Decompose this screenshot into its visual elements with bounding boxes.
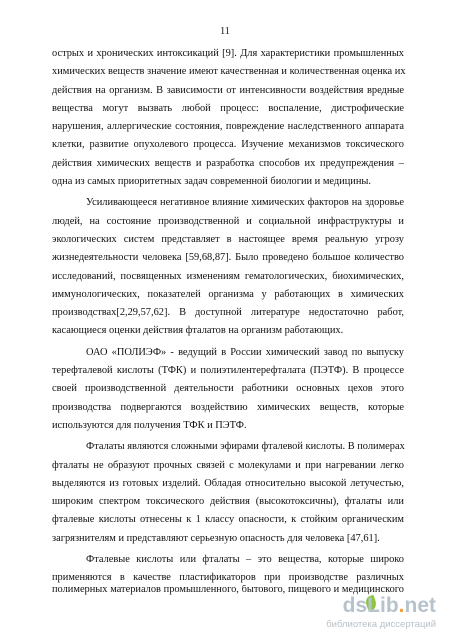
text-line: фталаты не образуют прочных связей с молекулами и при нагревании легко — [52, 459, 404, 471]
text-line: фталевые кислоты отнесены к 1 классу опасности, к стойким органическим — [52, 514, 404, 526]
text-line: Усиливающееся негативное влияние химических факторов на здоровье — [86, 197, 404, 209]
text-line: одна из самых приоритетных задач современной биологии и медицины. — [52, 176, 371, 188]
text-line: производствах[2,29,57,62]. В доступной литературе недостаточно работ, — [52, 307, 404, 319]
logo-main: dsLib — [342, 594, 399, 617]
text-line: Фталевые кислоты или фталаты – это вещества, которые широко — [86, 554, 404, 566]
text-line: широким спектром токсического действия (высокотоксичны), фталаты или — [52, 496, 404, 508]
text-line: выделяются из готовых изделий. Обладая относительно высокой летучестью, — [52, 477, 404, 489]
text-line: действия на организм. В зависимости от интенсивности воздействия вредные — [52, 84, 404, 96]
text-line: применяются в качестве пластификаторов при производстве различных — [52, 572, 404, 584]
watermark-subtitle: библиотека диссертаций — [326, 619, 436, 630]
text-line: вещества могут вызвать любой процесс: воспаление, дистрофические — [52, 102, 404, 114]
watermark-logo — [343, 594, 436, 618]
logo-dot: . — [398, 594, 405, 617]
text-line: действия химических веществ и разработка способов их предупреждения – — [52, 157, 404, 169]
text-line: терефталевой кислоты (ТФК) и полиэтилентерефталата (ПЭТФ). В процессе — [52, 365, 404, 377]
text-line: своей производственной деятельности работники основных цехов этого — [52, 383, 404, 395]
text-line: нарушения, аллергические состояния, повреждение наследственного аппарата — [52, 121, 404, 133]
text-line: иммунологических, показателей организма у работающих в химических — [52, 288, 404, 300]
text-line: производства подвергаются воздействию химических веществ, которые — [52, 401, 404, 413]
text-line: полимерных материалов промышленного, бытового, пищевого и медицинского — [52, 585, 404, 595]
body-text — [52, 45, 404, 588]
text-line: людей, на состояние производственной и социальной инфраструктуры и — [52, 215, 404, 227]
text-line: используются для получения ТФК и ПЭТФ. — [52, 419, 247, 431]
text-line: Фталаты являются сложными эфирами фталевой кислоты. В полимерах — [86, 441, 405, 453]
text-line: исследований, посвященных изменениям гематологических, биохимических, — [52, 270, 404, 282]
text-line: острых и хронических интоксикаций [9]. Для характеристики промышленных — [52, 48, 404, 59]
text-line: химических веществ значение имеют качественная и количественная оценка их — [52, 66, 406, 78]
text-line: жизнедеятельности человека [59,68,87]. Было проведено большое количество — [52, 252, 404, 264]
text-line: касающиеся оценки действия фталатов на организм работающих. — [52, 325, 344, 337]
page-number: 11 — [220, 26, 230, 37]
text-line: клетки, развитие опухолевого процесса. Изучение механизмов токсического — [52, 139, 404, 151]
logo-tld: net — [404, 594, 436, 617]
text-line: ОАО «ПОЛИЭФ» - ведущий в России химический завод по выпуску — [86, 346, 404, 358]
text-line: экологических систем представляет в настоящее время реальную угрозу — [52, 233, 404, 245]
text-line: загрязнителям и представляют серьезную опасность для человека [47,61]. — [52, 532, 380, 544]
watermark — [300, 594, 436, 630]
